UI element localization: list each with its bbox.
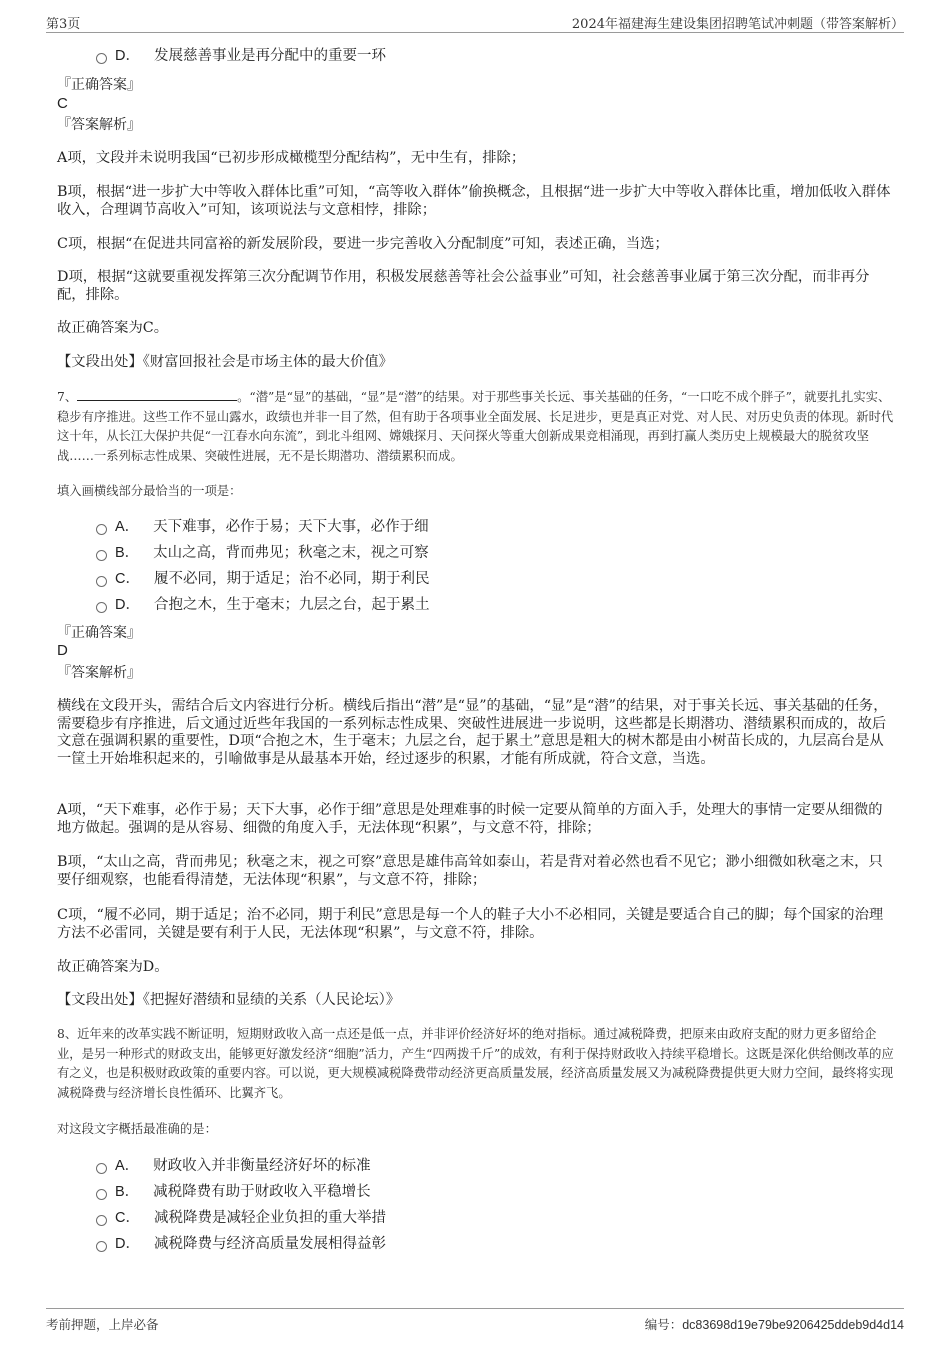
radio-icon[interactable] <box>96 524 107 535</box>
q6-analysis-b: B项，根据“进一步扩大中等收入群体比重”可知，“高等收入群体”偷换概念，且根据“进一步扩大中等收入群体比重，增加低收入群体收入，合理调节高收入”可知，该项说法与文意相悖，排除； <box>57 184 891 218</box>
q7-conclusion: 故正确答案为D。 <box>57 959 169 975</box>
q8-option-b[interactable]: B． 减税降费有助于财政收入平稳增长 <box>96 1183 371 1201</box>
q7-option-b[interactable]: B． 太山之高，背而弗见；秋毫之末，视之可察 <box>96 544 429 562</box>
radio-icon[interactable] <box>96 602 107 613</box>
q7-answer: D <box>57 642 68 659</box>
q7-stem-text: 。“潜”是“显”的基础，“显”是“潜”的结果。对于那些事关长远、事关基础的任务，“一口吃不成个胖子”，就要扎扎实实、稳步有序推进。这些工作不显山露水，政绩也并非一目了然，但有助于各项事业全面发展、长足进步，更是真正对党、对人民、对历史负责的体现。新时代这十年，从长江大保护共促“一江春水向东流”，到北斗组网、嫦娥探月、天问探火等重大创新成果竞相涌现，再到打赢人类历史上规模最大的脱贫攻坚战……一系列标志性成果、突破性进展，无不是长期潜功、潜绩累积而成。 <box>57 390 894 463</box>
page-footer <box>46 1308 904 1333</box>
q7-stem <box>57 388 895 466</box>
q7-analysis-b: B项，“太山之高，背而弗见；秋毫之末，视之可察”意思是雄伟高耸如泰山，若是背对着必然也看不见它；渺小细微如秋毫之末，只要仔细观察，也能看得清楚，无法体现“积累”，与文意不符，排除； <box>57 854 883 888</box>
radio-icon[interactable] <box>96 1241 107 1252</box>
q7-analysis-a: A项，“天下难事，必作于易；天下大事，必作于细”意思是处理难事的时候一定要从简单的方面入手，处理大的事情一定要从细微的地方做起。强调的是从容易、细微的角度入手，无法体现“积累”，与文意不符，排除； <box>57 802 883 836</box>
footer-slogan: 考前押题，上岸必备 <box>46 1317 159 1332</box>
q7-option-d[interactable]: D． 合抱之木，生于毫末；九层之台，起于累土 <box>96 596 429 614</box>
page-number: 第3页 <box>46 17 81 32</box>
radio-icon[interactable] <box>96 576 107 587</box>
q8-option-c[interactable]: C． 减税降费是减轻企业负担的重大举措 <box>96 1209 386 1227</box>
q6-answer-label: 『正确答案』 <box>57 77 141 93</box>
document-id-value: dc83698d19e79be9206425ddeb9d4d14 <box>682 1318 904 1332</box>
q7-option-a[interactable]: A． 天下难事，必作于易；天下大事，必作于细 <box>96 518 429 536</box>
document-id-label: 编号： <box>644 1317 683 1332</box>
fill-blank <box>77 388 237 401</box>
q6-analysis-c: C项，根据“在促进共同富裕的新发展阶段，要进一步完善收入分配制度”可知，表述正确，当选； <box>57 236 669 252</box>
q8-prompt: 对这段文字概括最准确的是： <box>57 1122 217 1136</box>
q6-analysis-a: A项，文段并未说明我国“已初步形成橄榄型分配结构”，无中生有，排除； <box>57 150 526 166</box>
q6-conclusion: 故正确答案为C。 <box>57 320 169 336</box>
q7-source: 【文段出处】《把握好潜绩和显绩的关系（人民论坛）》 <box>57 992 401 1008</box>
document-id <box>645 1315 904 1333</box>
radio-icon[interactable] <box>96 1189 107 1200</box>
q6-analysis-d: D项，根据“这就要重视发挥第三次分配调节作用，积极发展慈善等社会公益事业”可知，社会慈善事业属于第三次分配，而非再分配，排除。 <box>57 269 870 303</box>
q7-analysis-c: C项，“履不必同，期于适足；治不必同，期于利民”意思是每一个人的鞋子大小不必相同，关键是要适合自己的脚；每个国家的治理方法不必雷同，关键是要有利于人民，无法体现“积累”，与文意不符，排除。 <box>57 907 884 941</box>
q7-analysis-label: 『答案解析』 <box>57 665 141 681</box>
q6-analysis-label: 『答案解析』 <box>57 117 141 133</box>
radio-icon[interactable] <box>96 1163 107 1174</box>
q7-option-c[interactable]: C． 履不必同，期于适足；治不必同，期于利民 <box>96 570 429 588</box>
q8-option-d[interactable]: D． 减税降费与经济高质量发展相得益彰 <box>96 1235 386 1253</box>
q6-option-d[interactable]: D． 发展慈善事业是再分配中的重要一环 <box>96 47 386 65</box>
radio-icon[interactable] <box>96 1215 107 1226</box>
q7-analysis-main: 横线在文段开头，需结合后文内容进行分析。横线后指出“潜”是“显”的基础，“显”是“潜”的结果，对于事关长远、事关基础的任务，需要稳步有序推进，后文通过近些年我国的一系列标志性成果、突破性进展进一步说明，这些都是长期潜功、潜绩累积而成的，故后文意在强调积累的重要性，D项“合抱之木，生于毫末；九层之台，起于累土”意思是粗大的树木都是由小树苗长成的，九层高台是从一筐土开始堆积起来的，引喻做事是从最基本开始，经过逐步的积累，才能有所成就，符合文意，当选。 <box>57 698 888 767</box>
q7-number: 7、 <box>57 390 78 404</box>
q6-source: 【文段出处】《财富回报社会是市场主体的最大价值》 <box>57 354 393 370</box>
radio-icon[interactable] <box>96 53 107 64</box>
q8-option-a[interactable]: A． 财政收入并非衡量经济好坏的标准 <box>96 1157 371 1175</box>
q7-answer-label: 『正确答案』 <box>57 625 141 641</box>
q7-prompt: 填入画横线部分最恰当的一项是： <box>57 484 242 498</box>
q8-stem: 8、近年来的改革实践不断证明，短期财政收入高一点还是低一点，并非评价经济好坏的绝对指标。通过减税降费，把原来由政府支配的财力更多留给企业，是另一种形式的财政支出，能够更好激发经济“细胞”活力，产生“四两拨千斤”的成效，有利于保持财政收入持续平稳增长。这既是深化供给侧改革的应有之义，也是积极财政政策的重要内容。可以说，更大规模减税降费带动经济更高质量发展，经济高质量发展又为减税降费提供更大财力空间，最终将实现减税降费与经济增长良性循环、比翼齐飞。 <box>57 1027 894 1100</box>
document-title: 2024年福建海生建设集团招聘笔试冲刺题（带答案解析） <box>571 17 904 32</box>
page-header <box>46 10 904 33</box>
radio-icon[interactable] <box>96 550 107 561</box>
q6-answer: C <box>57 95 68 112</box>
